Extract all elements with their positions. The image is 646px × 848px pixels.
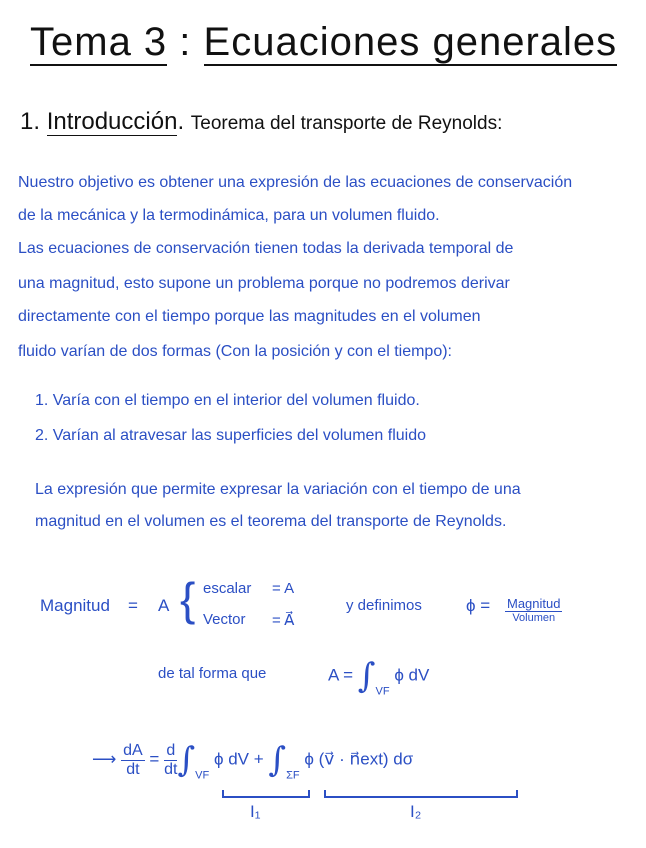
paragraph2-line: magnitud en el volumen es el teorema del transporte de Reynolds. — [35, 513, 507, 530]
integral-subscript: VF — [195, 769, 210, 782]
section-name: Introducción — [46, 108, 178, 135]
list-item: 2. Varían al atravesar las superficies del volumen fluido — [35, 427, 427, 444]
paragraph1-line: una magnitud, esto supone un problema porque no podremos derivar — [18, 275, 510, 292]
page-title — [30, 20, 617, 65]
d-denominator: dt — [164, 760, 178, 778]
paragraph1-line: Nuestro objetivo es obtener una expresión de las ecuaciones de conservación — [18, 174, 573, 191]
paragraph1-line: directamente con el tiempo porque las magnitudes en el volumen — [18, 308, 481, 325]
equals: = — [149, 749, 160, 769]
section-sep: . — [177, 108, 185, 135]
vector-label: Vector — [203, 611, 246, 628]
volume-term: ϕ dV — [213, 749, 249, 769]
brace: { — [180, 573, 196, 625]
magnitud-label: Magnitud — [40, 596, 110, 615]
section-subtitle: Teorema del transporte de Reynolds: — [190, 113, 503, 134]
section-number: 1. — [20, 108, 41, 135]
brace-I2 — [324, 790, 518, 798]
y-definimos: y definimos — [346, 597, 422, 614]
title-rest: Ecuaciones generales — [203, 20, 618, 64]
label-I2: I₂ — [410, 802, 422, 821]
lhs-numerator: dA — [123, 741, 143, 759]
lhs-denominator: dt — [126, 760, 140, 778]
integral-subscript: VF — [375, 685, 390, 698]
plus: + — [253, 749, 264, 769]
fraction-denominator: Volumen — [512, 612, 556, 624]
integral-subscript: ΣF — [286, 769, 300, 782]
integral-sign: ∫ — [177, 740, 196, 780]
d-numerator: d — [166, 741, 176, 759]
title-colon: : — [179, 20, 192, 64]
relation-formula — [328, 656, 429, 697]
integrand: ϕ dV — [394, 665, 430, 685]
phi-fraction — [505, 596, 562, 624]
relation-text: de tal forma que — [158, 665, 267, 682]
vector-value: = A⃗ — [272, 612, 295, 629]
relation-lhs: A = — [328, 665, 354, 685]
reynolds-formula — [92, 740, 413, 781]
equals: = — [128, 596, 138, 615]
paragraph1-line: de la mecánica y la termodinámica, para un volumen fluido. — [18, 207, 440, 224]
integral-sign: ∫ — [357, 656, 376, 696]
paragraph2-line: La expresión que permite expresar la variación con el tiempo de una — [35, 481, 521, 498]
brace-I1 — [222, 790, 310, 798]
fraction-numerator: Magnitud — [507, 596, 561, 611]
A-symbol: A — [158, 596, 170, 615]
paragraph1-line: fluido varían de dos formas (Con la posición y con el tiempo): — [18, 343, 452, 360]
paragraph1-line: Las ecuaciones de conservación tienen todas la derivada temporal de — [18, 240, 514, 257]
section-heading — [20, 108, 502, 136]
surface-term: ϕ (v⃗ · n⃗ext) dσ — [304, 749, 414, 769]
arrow-icon: ⟶ — [92, 749, 117, 769]
title-prefix: Tema 3 — [30, 20, 168, 64]
integral-sign: ∫ — [268, 740, 287, 780]
phi-equals: ϕ = — [466, 596, 491, 615]
list-item: 1. Varía con el tiempo en el interior del volumen fluido. — [35, 392, 420, 409]
escalar-label: escalar — [203, 580, 252, 597]
label-I1: I₁ — [250, 802, 261, 821]
escalar-value: = A — [272, 580, 295, 597]
